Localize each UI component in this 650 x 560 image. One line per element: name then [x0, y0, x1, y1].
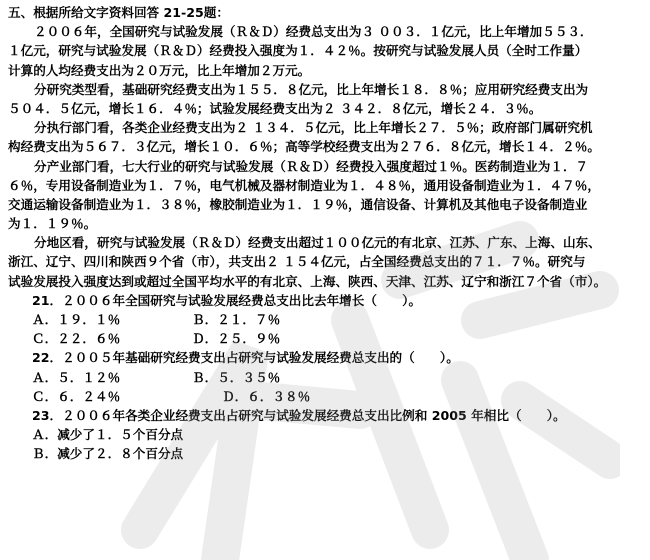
paragraph-line: 试验发展投入强度达到或超过全国平均水平的有北京、上海、陕西、天津、江苏、辽宁和浙江７个省（市）。 — [8, 273, 607, 289]
paragraph-line: 为１．１９％。 — [8, 216, 97, 232]
paragraph-line: １亿元，研究与试验发展（Ｒ＆Ｄ）经费投入强度为１．４２％。按研究与试验发展人员（全时工作量） — [8, 43, 588, 59]
paragraph-line: 分地区看，研究与试验发展（Ｒ＆Ｄ）经费支出超过１００亿元的有北京、江苏、广东、上海、山东、 — [34, 235, 601, 251]
paragraph-line: 计算的人均经费支出为２０万元，比上年增加２万元。 — [8, 62, 311, 78]
question-22-option-c: Ｃ．６．２４％ — [32, 388, 121, 404]
question-21-option-d: Ｄ．２５．９％ — [192, 331, 281, 347]
question-23-option-a: Ａ．减少了１．５个百分点 — [32, 427, 184, 443]
question-22-options-row-2 — [8, 387, 642, 406]
paragraph-line: ５０４．５亿元，增长１６．４％；试验发展经费支出为２ ３４２．８亿元，增长２４．３％。 — [8, 100, 542, 116]
question-21-options-row-1 — [8, 310, 642, 329]
section-title: 五、根据所给文字资料回答 21-25题： — [8, 5, 229, 20]
question-22-option-a: Ａ．５．１２％ — [32, 369, 121, 385]
question-23-option-b: Ｂ．减少了２．８个百分点 — [32, 446, 184, 462]
question-21-option-c: Ｃ．２２．６％ — [32, 331, 121, 347]
question-22-option-b: Ｂ．５．３５％ — [192, 369, 281, 385]
paragraph-line: ２００６年，全国研究与试验发展（Ｒ＆Ｄ）经费总支出为３ ００３．１亿元，比上年增加５５３． — [34, 24, 593, 40]
paragraph-line: 浙江、辽宁、四川和陕西９个省（市），共支出２ １５４亿元，占全国经费总支出的７１．７％。研究与 — [8, 254, 586, 270]
question-21-option-a: Ａ．１９．１％ — [32, 312, 121, 327]
question-22-option-d: Ｄ．６．３８％ — [222, 388, 311, 404]
paragraph-line: 分产业部门看，七大行业的研究与试验发展（Ｒ＆Ｄ）经费投入强度超过１％。医药制造业为１．７ — [34, 158, 589, 174]
paragraph-line: 交通运输设备制造业为１．３８％，橡胶制造业为１．１９％，通信设备、计算机及其他电子设备制造业 — [8, 196, 588, 212]
paragraph-line: 分执行部门看，各类企业经费支出为２ １３４．５亿元，比上年增长２７．５％；政府部门属研究机 — [34, 120, 593, 136]
paragraph-line: 分研究类型看，基础研究经费支出为１５５．８亿元，比上年增长１８．８％；应用研究经费支出为 — [34, 81, 589, 97]
paragraph-line: ６％，专用设备制造业为１．７％，电气机械及器材制造业为１．４８％，通用设备制造业为１．４７％， — [8, 177, 600, 193]
question-21-option-b: Ｂ．２１．７％ — [192, 312, 281, 327]
question-22-stem: 22．２００５年基础研究经费支出占研究与试验发展经费总支出的（ ）。 — [32, 350, 459, 366]
question-21-stem: 21．２００６年全国研究与试验发展经费总支出比去年增长（ ）。 — [32, 292, 422, 308]
question-23-stem: 23．２００６年各类企业经费支出占研究与试验发展经费总支出比例和 2005 年相比（ ）。 — [32, 407, 566, 423]
paragraph-line: 构经费支出为５６７．３亿元，增长１０．６％；高等学校经费支出为２７６．８亿元，增长１４．２％。 — [8, 139, 600, 155]
question-22-options-row-1 — [8, 368, 642, 387]
question-21-options-row-2 — [8, 329, 642, 348]
